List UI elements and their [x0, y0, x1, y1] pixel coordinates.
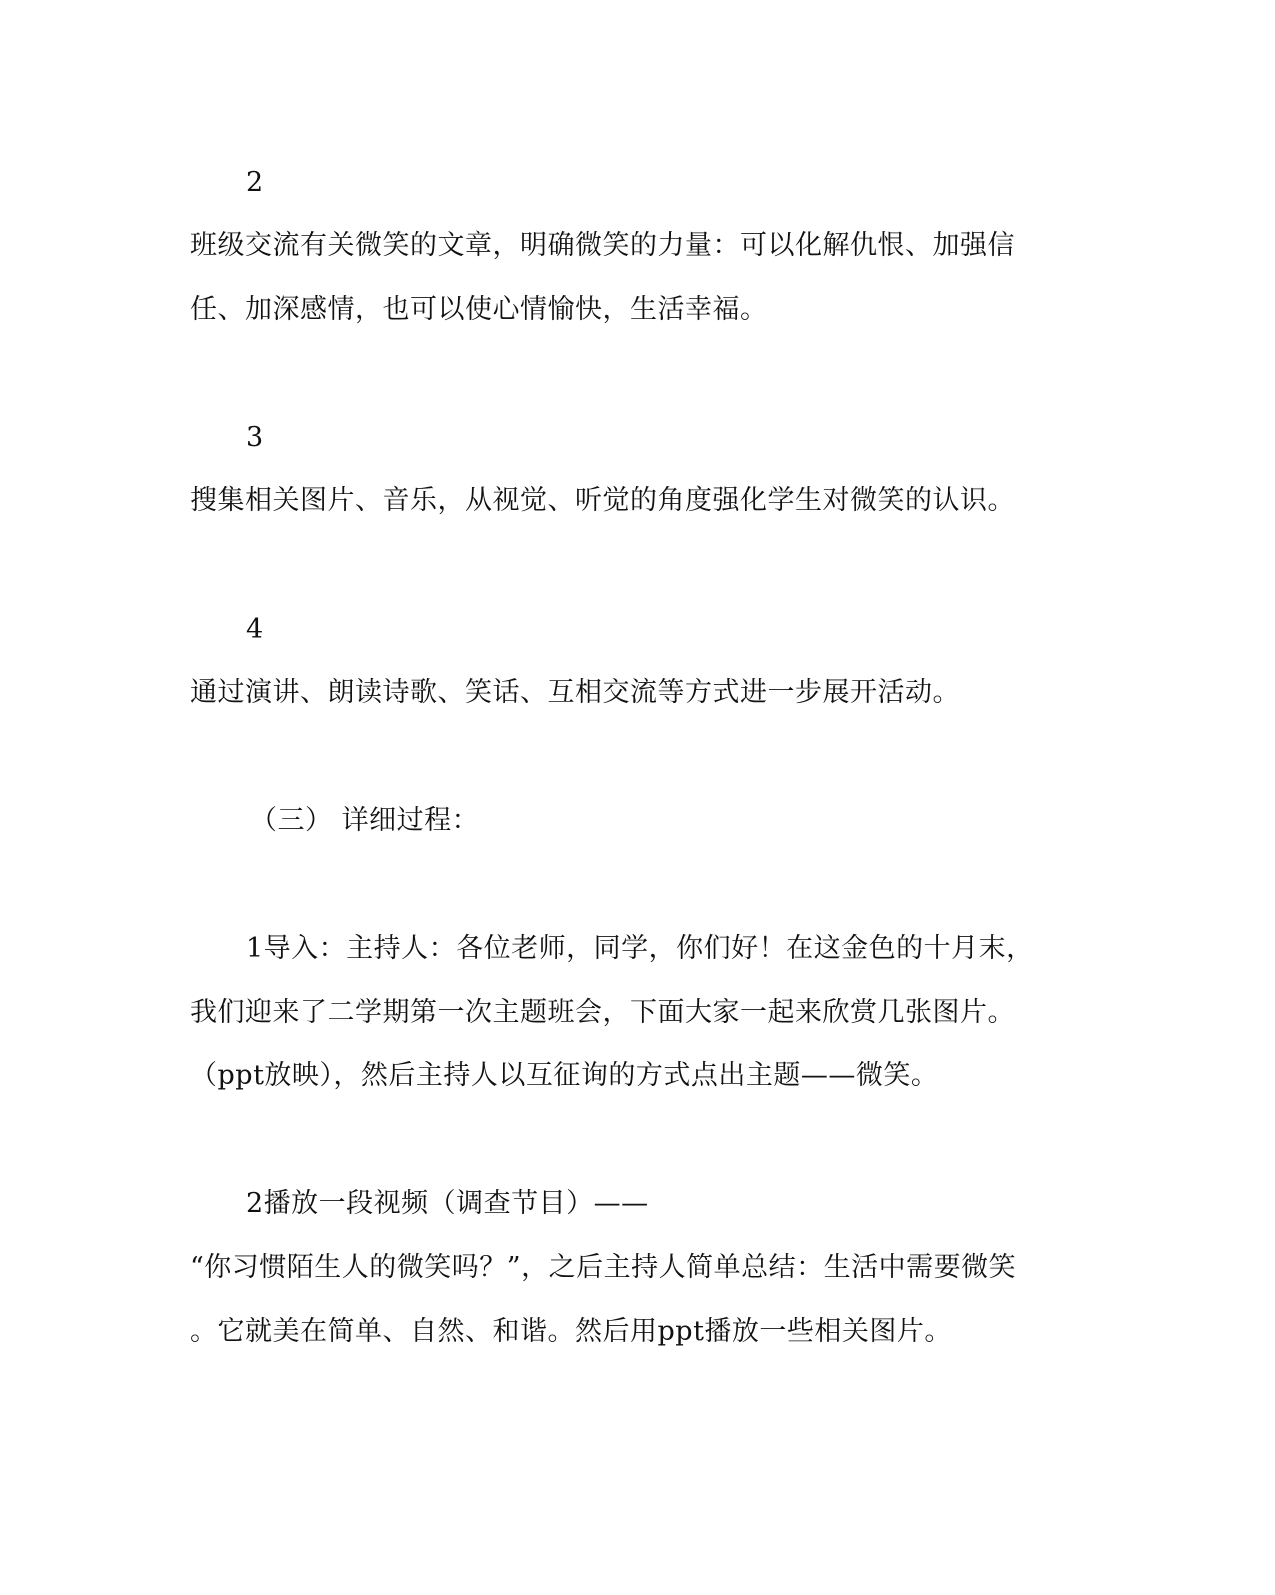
paragraph-line: （ppt放映），然后主持人以互征询的方式点出主题——微笑。 [190, 1060, 939, 1091]
paragraph-line: 通过演讲、朗读诗歌、笑话、互相交流等方式进一步展开活动。 [190, 677, 960, 708]
section-number: 4 [246, 614, 264, 645]
paragraph-line: 班级交流有关微笑的文章，明确微笑的力量：可以化解仇恨、加强信 [190, 230, 1015, 261]
paragraph-line: 2播放一段视频（调查节目）—— [246, 1188, 649, 1219]
section-number: 3 [246, 422, 264, 453]
section-heading: （三） 详细过程： [250, 805, 480, 836]
paragraph-line: “你习惯陌生人的微笑吗？”，之后主持人简单总结：生活中需要微笑 [190, 1252, 1017, 1283]
paragraph-line: 搜集相关图片、音乐，从视觉、听觉的角度强化学生对微笑的认识。 [190, 485, 1015, 516]
paragraph-line: 1导入：主持人：各位老师，同学，你们好！在这金色的十月末， [246, 933, 1034, 964]
paragraph-line: 。它就美在简单、自然、和谐。然后用ppt播放一些相关图片。 [190, 1316, 952, 1347]
paragraph-line: 任、加深感情，也可以使心情愉快，生活幸福。 [190, 294, 768, 325]
section-number: 2 [246, 167, 264, 198]
paragraph-line: 我们迎来了二学期第一次主题班会，下面大家一起来欣赏几张图片。 [190, 997, 1015, 1028]
